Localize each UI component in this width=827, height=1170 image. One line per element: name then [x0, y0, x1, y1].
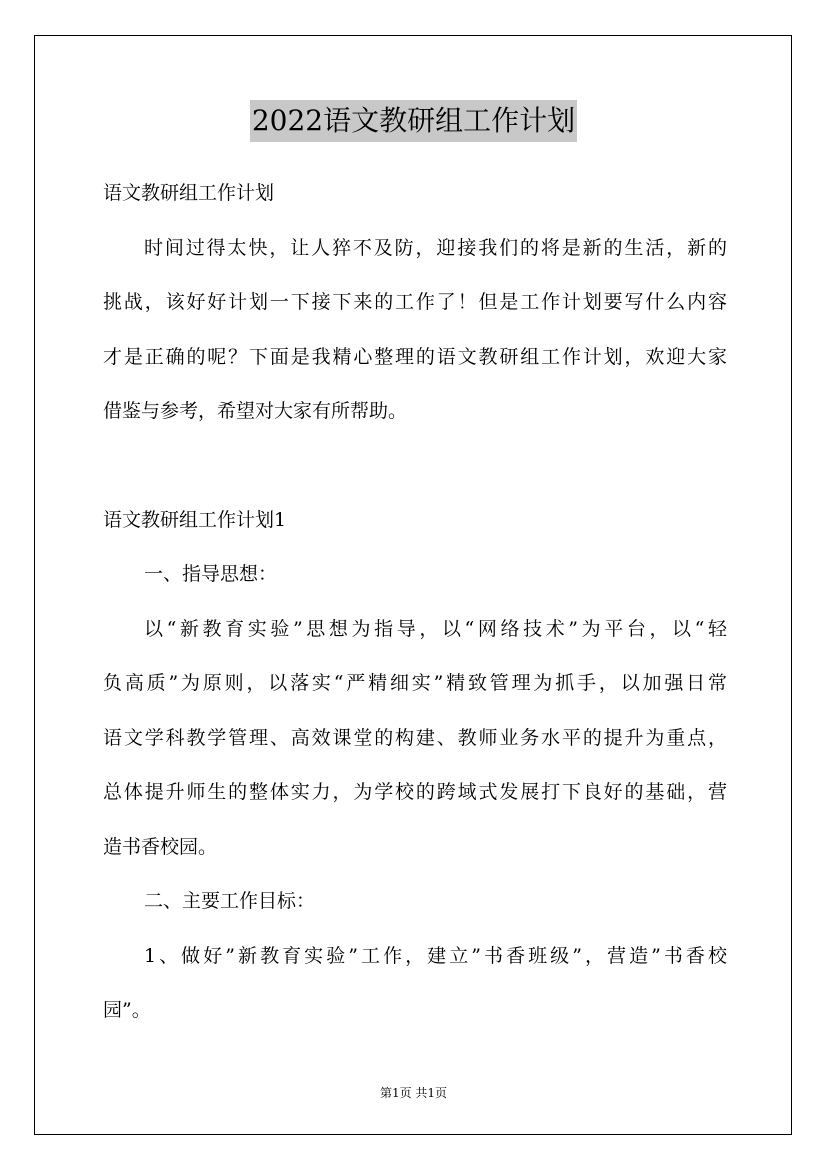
paragraph-line: 语文学科教学管理、高效课堂的构建、教师业务水平的提升为重点， — [103, 727, 727, 749]
paragraph-line: 1、做好”新教育实验”工作，建立”书香班级”，营造”书香校 — [144, 945, 727, 967]
paragraph-line: 以“新教育实验”思想为指导，以“网络技术”为平台，以“轻 — [144, 618, 727, 640]
paragraph-line: 园”。 — [103, 999, 151, 1021]
paragraph-line: 总体提升师生的整体实力，为学校的跨域式发展打下良好的基础，营 — [103, 781, 727, 803]
paragraph-line: 才是正确的呢？下面是我精心整理的语文教研组工作计划，欢迎大家 — [103, 346, 727, 368]
document-title: 2022语文教研组工作计划 — [250, 100, 577, 142]
paragraph-line: 挑战，该好好计划一下接下来的工作了！但是工作计划要写什么内容 — [103, 291, 727, 313]
paragraph-line: 借鉴与参考，希望对大家有所帮助。 — [103, 400, 408, 422]
subsection-heading: 二、主要工作目标： — [144, 890, 316, 912]
title-wrap — [0, 100, 827, 142]
paragraph-line: 时间过得太快，让人猝不及防，迎接我们的将是新的生活，新的 — [144, 237, 727, 259]
subtitle-line: 语文教研组工作计划 — [103, 182, 275, 204]
subsection-heading: 一、指导思想： — [144, 563, 278, 585]
page-footer: 第1页 共1页 — [379, 1086, 448, 1100]
paragraph-line: 造书香校园。 — [103, 836, 218, 858]
section-heading: 语文教研组工作计划1 — [103, 509, 287, 531]
paragraph-line: 负高质”为原则，以落实“严精细实”精致管理为抓手，以加强日常 — [103, 672, 727, 694]
